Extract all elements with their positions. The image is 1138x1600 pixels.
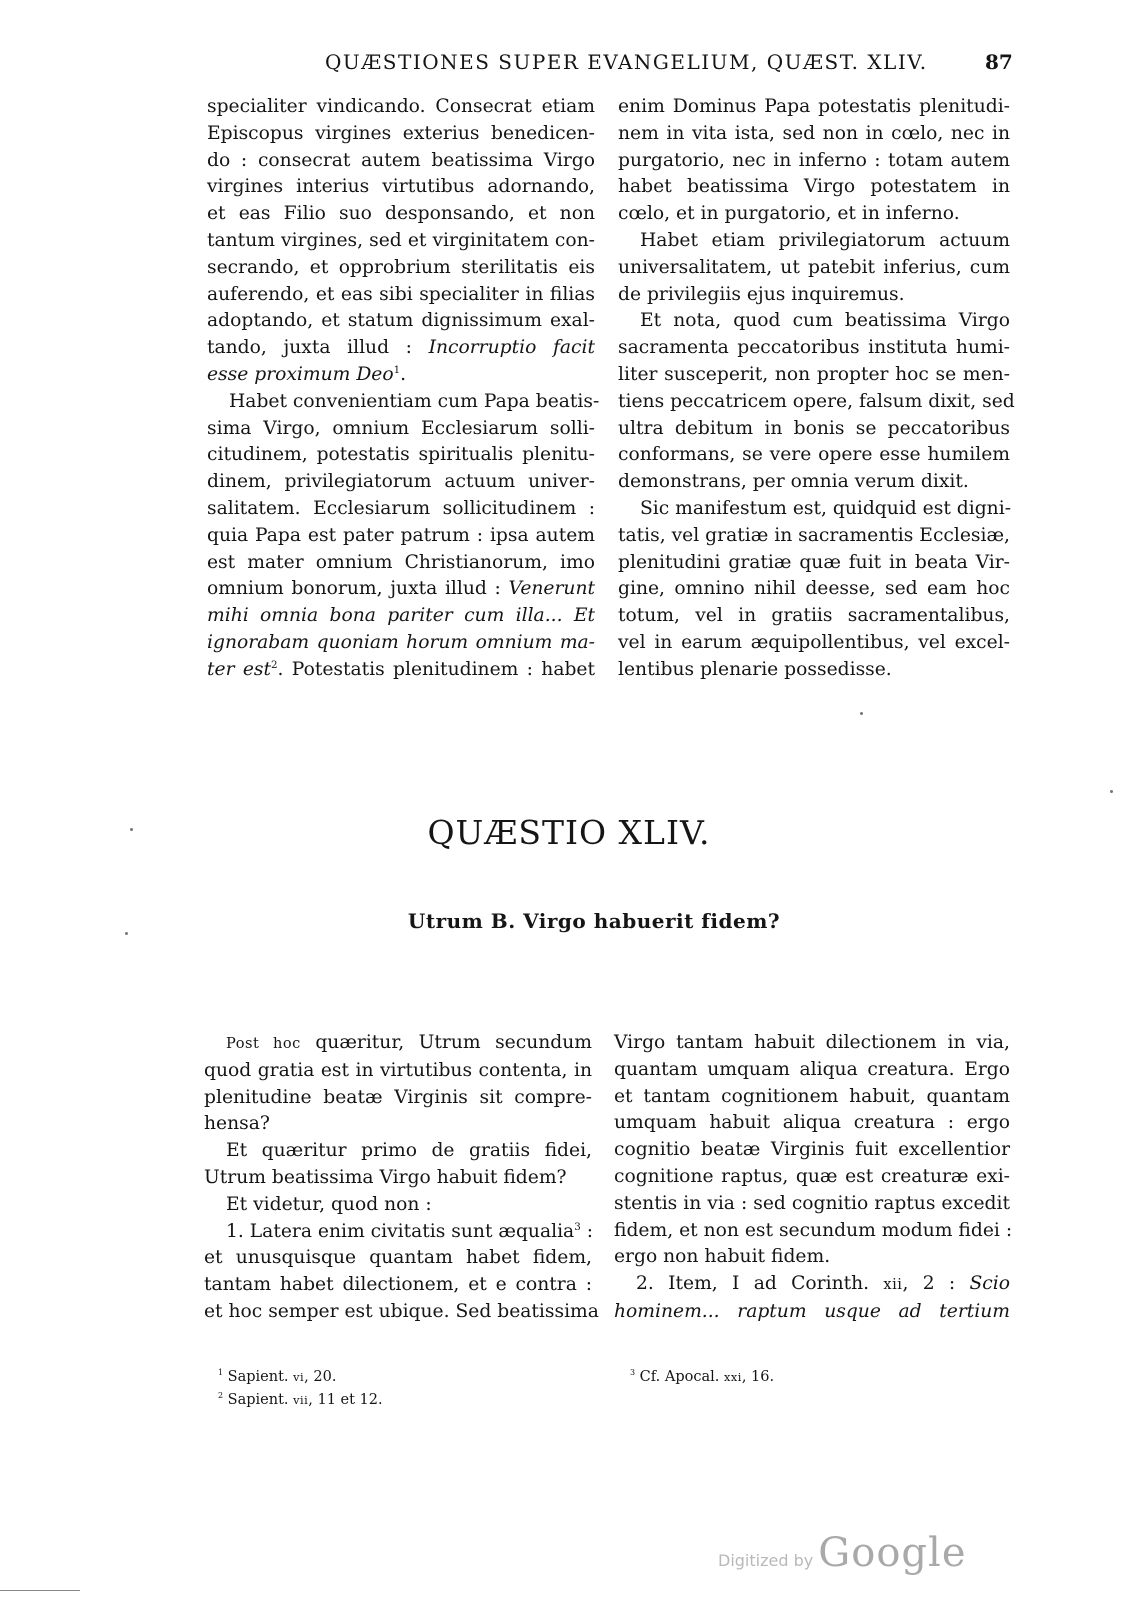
text-line: plenitudine beatæ Virginis sit compre- [204, 1086, 592, 1108]
text-line: fidem, et non est secundum modum fidei : [614, 1219, 1013, 1241]
text-line: auferendo, et eas sibi specialiter in filias [207, 283, 595, 305]
footnote-mark: 2 [218, 1391, 224, 1401]
text-line: umquam habuit aliqua creatura : ergo [614, 1112, 1010, 1134]
footnote-chapter: vi [293, 1371, 305, 1384]
text-line: sima Virgo, omnium Ecclesiarum solli- [207, 417, 595, 439]
text-line: liter susceperit, non propter hoc se men- [618, 363, 1010, 385]
text-line: universalitatem, ut patebit inferius, cum [618, 256, 1010, 278]
column-bottom-right [614, 1030, 1013, 1326]
text-line [207, 362, 595, 389]
text-line: conformans, se vere opere esse humilem [618, 444, 1010, 466]
text-run: omnium bonorum, juxta illud : [207, 578, 509, 600]
running-head: QUÆSTIONES SUPER EVANGELIUM, QUÆST. XLIV. [325, 50, 928, 74]
footnote-mark: 3 [630, 1368, 636, 1378]
question-heading: QUÆSTIO XLIV. [427, 813, 711, 852]
column-top-right [618, 94, 1015, 684]
text-line: quod gratia est in virtutibus contenta, in [204, 1059, 592, 1081]
footnote-text: Cf. Apocal. [635, 1369, 724, 1385]
text-line [207, 576, 595, 603]
text-line: citudinem, potestatis spiritualis plenitu- [207, 444, 595, 466]
small-caps-numeral: xii [883, 1276, 903, 1294]
text-line: specialiter vindicando. Consecrat etiam [207, 96, 595, 117]
text-line: et eas Filio suo desponsando, et non [207, 203, 595, 225]
text-line: secrando, et opprobrium sterilitatis eis [207, 256, 595, 278]
footnote-chapter: vii [293, 1394, 309, 1407]
footnote [630, 1366, 774, 1389]
text-line: cœlo, et in purgatorio, et in inferno. [618, 203, 960, 225]
text-line: Virgo tantam habuit dilectionem in via, [614, 1032, 1010, 1053]
text-line: sacramenta peccatoribus instituta humi- [618, 337, 1010, 359]
text-line: est mater omnium Christianorum, imo [207, 551, 595, 573]
footnotes-right [630, 1366, 774, 1389]
small-caps-opening: Post hoc [226, 1035, 301, 1052]
text-line: vel in earum æquipollentibus, vel excel- [618, 631, 1010, 653]
text-line: tiens peccatricem opere, falsum dixit, sed [618, 390, 1015, 412]
footnote-text: , 20. [304, 1369, 337, 1385]
page-number: 87 [985, 50, 1013, 74]
text-line: virgines interius virtutibus adornando, [207, 176, 595, 198]
text-line [614, 1271, 1010, 1299]
text-line: gine, omnino nihil deesse, sed eam hoc [618, 578, 1010, 600]
text-line [207, 335, 595, 362]
text-line: cognitio beatæ Virginis fuit excellentior [614, 1139, 1010, 1161]
text-line: salitatem. Ecclesiarum sollicitudinem : [207, 497, 595, 519]
scan-edge-rule [0, 1590, 80, 1591]
column-bottom-left [204, 1030, 599, 1326]
quotation-italic: esse proximum Deo [207, 363, 394, 385]
text-line: dinem, privilegiatorum actuum univer- [207, 471, 595, 493]
text-line: totum, vel in gratiis sacramentalibus, [618, 605, 1010, 627]
footnote-ref: 3 [574, 1220, 581, 1233]
text-line: ergo non habuit fidem. [614, 1246, 831, 1268]
text-line: tantum virgines, sed et virginitatem con- [207, 229, 595, 251]
scan-speck [1110, 790, 1113, 793]
text-line: hensa? [204, 1113, 270, 1135]
scan-speck [130, 828, 133, 831]
text-run: : [580, 1220, 593, 1242]
digitized-watermark [718, 1530, 966, 1576]
column-top-left [207, 94, 600, 684]
text-run: . [400, 363, 407, 385]
text-line: mihi omnia bona pariter cum illa... Et [207, 605, 595, 627]
google-logo: Google [818, 1530, 967, 1576]
text-line [207, 657, 595, 684]
quotation-italic: ter est [207, 658, 271, 680]
text-line: Et videtur, quod non : [226, 1193, 432, 1215]
text-line: de privilegiis ejus inquiremus. [618, 283, 905, 305]
text-line: do : consecrat autem beatissima Virgo [207, 149, 595, 171]
scan-speck [125, 932, 128, 935]
text-line: purgatorio, nec in inferno : totam autem [618, 149, 1010, 171]
text-line: quantam umquam aliqua creatura. Ergo [614, 1058, 1010, 1080]
text-run: , 2 : [902, 1273, 970, 1295]
footnote-text: , 16. [741, 1369, 775, 1385]
footnote-mark: 1 [218, 1368, 224, 1378]
text-line: Habet convenientiam cum Papa beatis- [229, 390, 600, 412]
footnote-text: , 11 et 12. [308, 1392, 383, 1408]
text-run: . Potestatis plenitudinem : habet [277, 658, 595, 680]
text-line: hominem... raptum usque ad tertium [614, 1300, 1010, 1322]
text-line: demonstrans, per omnia verum dixit. [618, 471, 969, 493]
text-line: et tantam cognitionem habuit, quantam [614, 1085, 1010, 1107]
footnote-text: Sapient. [223, 1392, 294, 1408]
text-line: Et quæritur primo de gratiis fidei, [226, 1140, 592, 1162]
text-line: habet beatissima Virgo potestatem in [618, 176, 1010, 198]
text-run: 1. Latera enim civitatis sunt æqualia [226, 1220, 575, 1242]
text-run: tando, juxta illud : [207, 337, 429, 359]
quotation-italic: Incorruptio facit [428, 337, 595, 359]
text-line: Sic manifestum est, quidquid est digni- [640, 497, 1012, 519]
text-line: et unusquisque quantam habet fidem, [204, 1247, 592, 1269]
footnote [218, 1366, 383, 1389]
footnotes-left [218, 1366, 383, 1412]
text-run: quæritur, Utrum secundum [300, 1032, 592, 1053]
text-run: 2. Item, I ad Corinth. [636, 1273, 884, 1295]
text-line: enim Dominus Papa potestatis plenitudi- [618, 96, 1010, 117]
text-line: et hoc semper est ubique. Sed beatissima [204, 1300, 599, 1322]
footnote [218, 1389, 383, 1412]
text-line: adoptando, et statum dignissimum exal- [207, 310, 595, 332]
text-line: stentis in via : sed cognitio raptus excedit [614, 1192, 1010, 1214]
text-line: Utrum beatissima Virgo habuit fidem? [204, 1166, 567, 1188]
quotation-italic: Venerunt [508, 578, 595, 600]
watermark-caption: Digitized by [718, 1551, 814, 1570]
footnote-ref: 2 [270, 658, 278, 671]
text-line: Episcopus virgines exterius benedicen- [207, 122, 595, 144]
text-line: cognitione raptus, quæ est creaturæ exi- [614, 1165, 1010, 1187]
text-line: lentibus plenarie possedisse. [618, 658, 892, 680]
text-line: plenitudini gratiæ quæ fuit in beata Vir- [618, 551, 1010, 573]
text-line: nem in vita ista, sed non in cœlo, nec in [618, 122, 1010, 144]
footnote-chapter: xxi [723, 1371, 742, 1384]
text-line [204, 1219, 592, 1246]
text-line: ignorabam quoniam horum omnium ma- [207, 631, 595, 653]
text-line: ultra debitum in bonis se peccatoribus [618, 417, 1010, 439]
quotation-italic: Scio [969, 1273, 1010, 1295]
footnote-text: Sapient. [223, 1369, 294, 1385]
text-line: Et nota, quod cum beatissima Virgo [640, 310, 1010, 332]
text-line: Habet etiam privilegiatorum actuum [640, 229, 1010, 251]
text-line: tatis, vel gratiæ in sacramentis Ecclesiæ, [618, 524, 1010, 546]
question-subtitle: Utrum B. Virgo habuerit fidem? [407, 909, 781, 933]
scan-speck [860, 712, 863, 715]
text-line: quia Papa est pater patrum : ipsa autem [207, 524, 595, 546]
text-line [204, 1030, 592, 1058]
footnote-ref: 1 [393, 363, 401, 376]
text-line: tantam habet dilectionem, et e contra : [204, 1274, 592, 1296]
